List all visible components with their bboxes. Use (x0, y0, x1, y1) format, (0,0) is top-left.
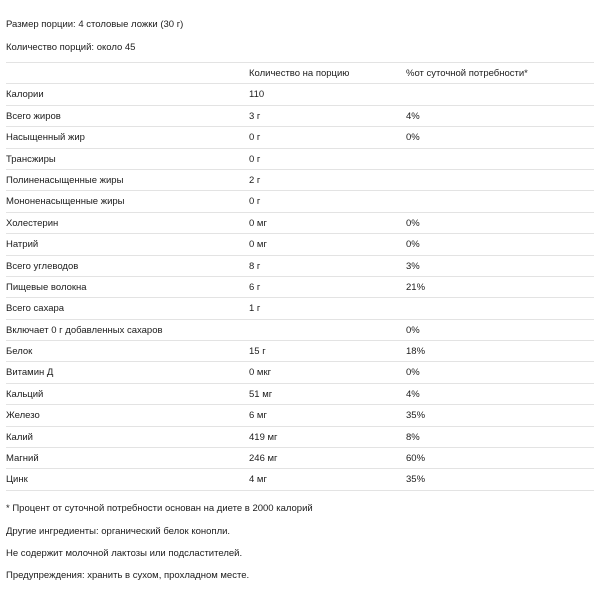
header-amount: Количество на порцию (249, 68, 350, 79)
nutrient-amount: 419 мг (249, 431, 278, 443)
daily-value-footnote: * Процент от суточной потребности основан на диете в 2000 калорий (6, 503, 313, 514)
nutrient-daily-value: 4% (406, 388, 420, 400)
nutrient-amount: 110 (249, 89, 265, 101)
nutrient-amount: 0 г (249, 153, 261, 165)
nutrient-daily-value: 0% (406, 132, 420, 144)
nutrient-name: Мононенасыщенные жиры (6, 196, 125, 208)
nutrient-amount: 4 мг (249, 474, 267, 486)
table-row (6, 298, 594, 319)
nutrient-daily-value: 0% (406, 367, 420, 379)
nutrient-daily-value: 4% (406, 110, 420, 122)
table-row (6, 213, 594, 234)
nutrient-daily-value: 35% (406, 474, 426, 486)
table-row (6, 106, 594, 127)
nutrient-name: Включает 0 г добавленных сахаров (6, 324, 163, 336)
nutrient-daily-value: 0% (406, 217, 420, 229)
nutrient-name: Холестерин (6, 217, 59, 229)
table-row (6, 448, 594, 469)
nutrient-amount: 15 г (249, 346, 266, 358)
nutrient-daily-value: 18% (406, 346, 426, 358)
nutrient-amount: 6 мг (249, 410, 267, 422)
storage-warning: Предупреждения: хранить в сухом, прохладном месте. (6, 570, 250, 581)
nutrient-name: Калории (6, 89, 44, 101)
nutrient-name: Натрий (6, 239, 39, 251)
nutrient-amount: 8 г (249, 260, 261, 272)
nutrient-name: Насыщенный жир (6, 132, 85, 144)
nutrient-name: Калий (6, 431, 33, 443)
nutrient-name: Трансжиры (6, 153, 56, 165)
nutrient-name: Магний (6, 453, 39, 465)
table-row (6, 84, 594, 105)
nutrient-amount: 51 мг (249, 388, 273, 400)
nutrient-name: Всего жиров (6, 110, 61, 122)
table-row (6, 191, 594, 212)
table-row (6, 341, 594, 362)
table-row (6, 149, 594, 170)
nutrient-name: Белок (6, 346, 33, 358)
table-row (6, 427, 594, 448)
serving-size: Размер порции: 4 столовые ложки (30 г) (6, 19, 184, 30)
nutrient-daily-value: 35% (406, 410, 426, 422)
nutrient-name: Кальций (6, 388, 44, 400)
table-row (6, 234, 594, 255)
nutrient-name: Полиненасыщенные жиры (6, 174, 124, 186)
table-row (6, 320, 594, 341)
table-row (6, 362, 594, 383)
nutrient-amount: 2 г (249, 174, 261, 186)
nutrient-name: Железо (6, 410, 40, 422)
nutrient-amount: 1 г (249, 303, 261, 315)
table-body (6, 84, 594, 490)
nutrient-amount: 246 мг (249, 453, 278, 465)
table-row (6, 170, 594, 191)
nutrient-daily-value: 60% (406, 453, 426, 465)
nutrient-amount: 0 мкг (249, 367, 272, 379)
table-header-row (6, 63, 594, 84)
nutrition-table (6, 62, 594, 491)
header-daily-value: %от суточной потребности* (406, 68, 528, 79)
lactose-note: Не содержит молочной лактозы или подсластителей. (6, 548, 243, 559)
nutrient-name: Цинк (6, 474, 28, 486)
nutrient-amount: 0 г (249, 132, 261, 144)
table-row (6, 469, 594, 490)
nutrient-name: Пищевые волокна (6, 281, 87, 293)
nutrient-name: Всего сахара (6, 303, 65, 315)
nutrient-daily-value: 21% (406, 281, 426, 293)
nutrient-daily-value: 0% (406, 324, 420, 336)
other-ingredients: Другие ингредиенты: органический белок конопли. (6, 526, 231, 537)
nutrient-amount: 0 мг (249, 217, 267, 229)
servings-count: Количество порций: около 45 (6, 42, 136, 53)
nutrient-daily-value: 8% (406, 431, 420, 443)
nutrient-name: Витамин Д (6, 367, 54, 379)
table-row (6, 384, 594, 405)
nutrient-amount: 3 г (249, 110, 261, 122)
nutrient-amount: 6 г (249, 281, 261, 293)
table-row (6, 256, 594, 277)
nutrient-daily-value: 3% (406, 260, 420, 272)
nutrient-amount: 0 г (249, 196, 261, 208)
table-row (6, 405, 594, 426)
nutrient-name: Всего углеводов (6, 260, 79, 272)
table-row (6, 277, 594, 298)
nutrient-amount: 0 мг (249, 239, 267, 251)
nutrient-daily-value: 0% (406, 239, 420, 251)
table-row (6, 127, 594, 148)
